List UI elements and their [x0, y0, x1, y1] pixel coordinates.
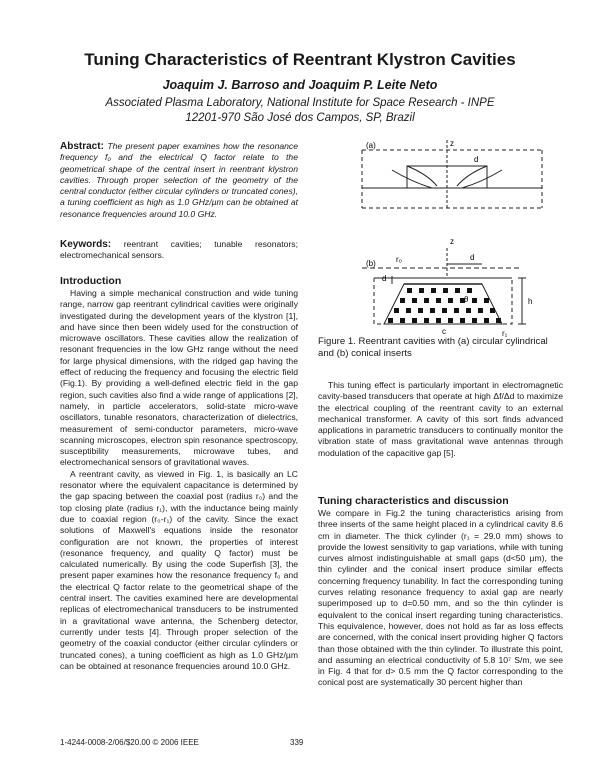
introduction-heading: Introduction: [60, 275, 122, 287]
fig-b-d: d: [470, 253, 475, 262]
right-column-paragraph: [318, 380, 563, 459]
intro-paragraph-2: A reentrant cavity, as viewed in Fig. 1, is basically an LC resonator where the equivalent capacitance is determined by the gap spacing between the coaxial post (radius r₀) and the top closing plate (radius r₁), with the inductance being mainly due to coaxial region (r₀-r₁) of the cavity. Since the exact solutions of Maxwell's equations inside the resonator configuration are not known, the properties of interest (resonance frequency, and quality Q factor) must be calculated numerically. By using the code Superfish [3], the present paper examines how the resonance frequency f₀ and the electrical Q factor relate to the geometrical shape of the central insert. The cavities examined here are developmental replicas of electromechanical transducers to be instrumented in a gravitational wave antenna, the Schenberg detector, currently under tests [4]. Through proper selection of the geometry of the coaxial conductor (either circular cylinders or truncated cones), a tuning coefficient as high as 1.0 GHz/µm can be obtained at resonance frequencies around 10.0 GHz.: [60, 468, 298, 671]
keywords: [60, 239, 298, 262]
abstract: [60, 141, 298, 220]
paper-title: Tuning Characteristics of Reentrant Klystron Cavities: [84, 50, 516, 69]
introduction-body: [60, 288, 298, 672]
copyright-footer: 1-4244-0008-2/06/$20.00 © 2006 IEEE: [60, 738, 199, 747]
fig-b-z: z: [450, 237, 454, 246]
abstract-label: Abstract:: [60, 141, 104, 152]
fig-a-z: z: [450, 139, 454, 148]
tuning-paragraph: We compare in Fig.2 the tuning characteristics arising from three inserts of the same height placed in a cylindrical cavity 8.6 cm in diameter. The thick cylinder (r₁ = 29.0 mm) shows to provide the lowest sensitivity to gap variations, while with tuning curves almost indistinguishable at small gaps (d<50 µm), the thin cylinder and the conical insert produce similar effects concerning frequency tunability. In fact the corresponding tuning curves relating resonance frequency to axial gap are nearly superimposed up to d=0.50 mm, and so the thin cylinder is equivalent to the conical insert regarding tuning characteristics. This equivalence, however, does not hold as far as loss effects are concerned, with the conical insert providing higher Q factors than those obtained with the thin cylinder. To illustrate this point, and assuming an electrical conductivity of 5.8 10⁷ S/m, we see in Fig. 4 that for d> 0.5 mm the Q factor corresponding to the conical post are systematically 30 percent higher than: [318, 508, 563, 688]
tuning-body: [318, 508, 563, 689]
fig-a-d: d: [474, 155, 479, 164]
authors: Joaquim J. Barroso and Joaquim P. Leite Neto: [162, 78, 438, 92]
affiliation-line-1: Associated Plasma Laboratory, National Institute for Space Research - INPE: [105, 97, 495, 109]
fig-b-r0: r₀: [396, 255, 402, 264]
fig-label-a: (a): [366, 141, 376, 150]
page-number: 339: [290, 738, 304, 747]
keywords-label: Keywords:: [60, 239, 112, 250]
fig-b-r1: r₁: [502, 329, 508, 338]
abstract-text: The present paper examines how the resonance frequency f₀ and the electrical Q factor relate to the geometrical shape of the central insert in reentrant klystron cavities. Through proper selection of the geometry of the central conductor (either circular cylinders or truncated cones), a tuning coefficient as high as 1.0 GHz/µm can be obtained at resonance frequencies around 10.0 GHz.: [60, 141, 298, 219]
fig-b-c: c: [442, 327, 446, 336]
right-paragraph-text: This tuning effect is particularly important in electromagnetic cavity-based transducers that operate at high Δf/Δd to maximize the electrical coupling of the reentrant cavity to an external mechanical transformer. A cavity of this sort finds advanced applications in parametric transducers to continually monitor the vibration state of mass gravitational wave antennas through modulation of the capacitive gap [5].: [318, 380, 563, 458]
intro-paragraph-1: Having a simple mechanical construction and wide tuning range, narrow gap reentrant cylindrical cavities were originally investigated during the development years of the klystron [1], and have since then been widely used for the construction of microwave oscillators. These cavities allow the realization of resonant frequencies in the low GHz range without the need for large physical dimensions, with the ridged gap having the effect of reducing the frequency and focusing the electric field (Fig.1). By providing a well-defined electric field in the gap region, such cavities also find a wide range of applications [2], namely, in particle accelerators, solid-state micro-wave oscillators, tunable resonators, characterization of dielectrics, measurement of semi-conductor parameters, micro-wave scanning microscopes, electron spin resonance spectroscopy, susceptibility measurements, microwave tubes, and electromechanical sensors of gravitational waves.: [60, 288, 298, 468]
affiliation: [0, 96, 600, 126]
fig-b-h: h: [528, 297, 533, 306]
fig-label-b: (b): [366, 259, 376, 268]
figure-1-caption: Figure 1. Reentrant cavities with (a) circular cylindrical and (b) conical inserts: [318, 336, 548, 359]
affiliation-line-2: 12201-970 São José dos Campos, SP, Brazil: [185, 112, 415, 124]
keywords-text: reentrant cavities; tunable resonators; electromechanical sensors.: [60, 239, 298, 261]
figure-1: [352, 138, 548, 338]
figure-1a: [362, 140, 542, 208]
fig-b-theta: θ: [464, 295, 469, 304]
fig-b-d2: d: [382, 274, 387, 283]
tuning-heading: Tuning characteristics and discussion: [318, 495, 509, 507]
